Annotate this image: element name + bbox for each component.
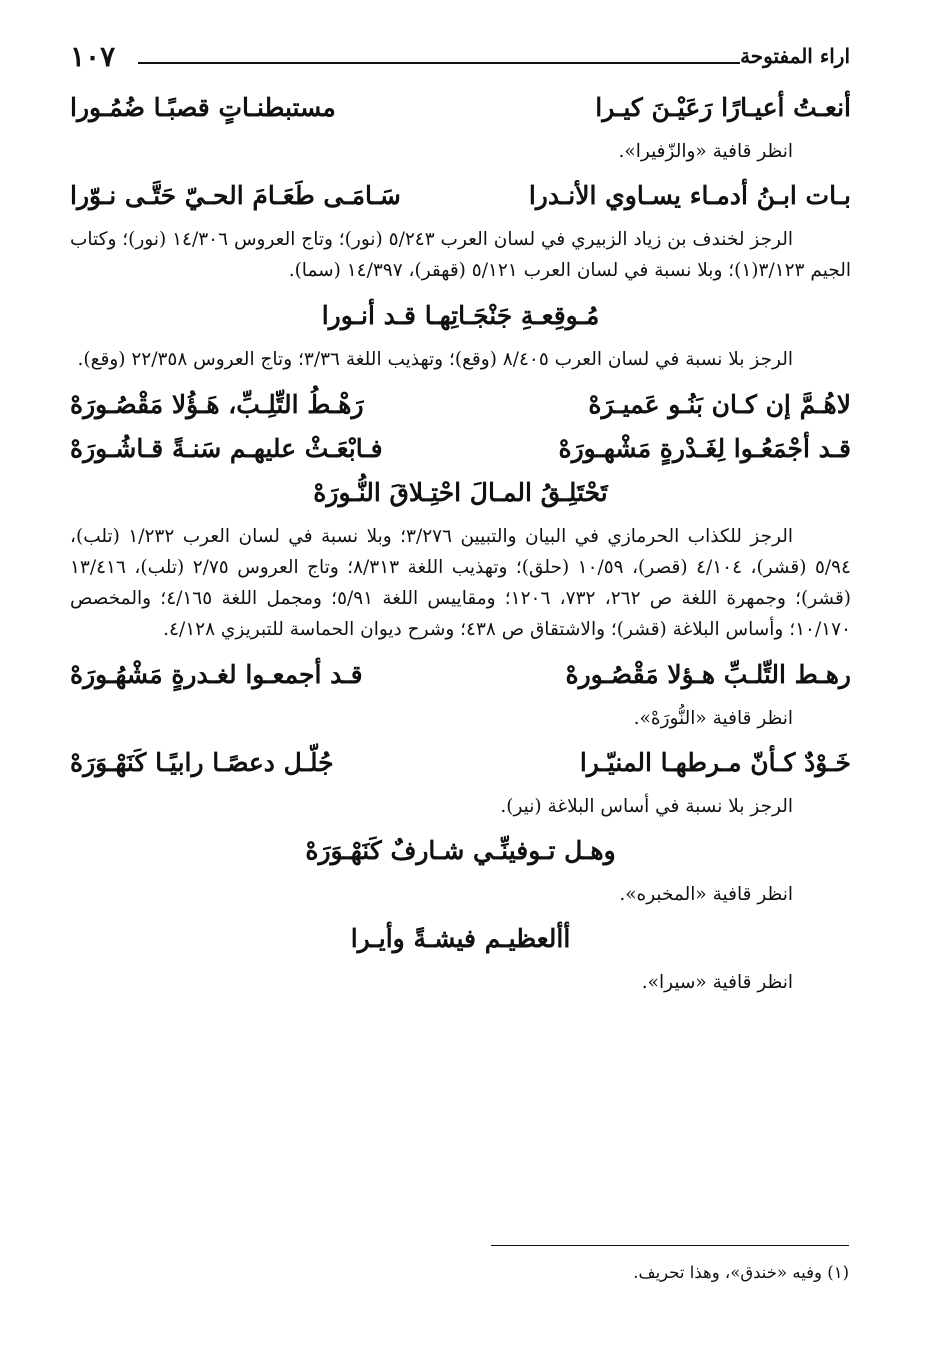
verse-line xyxy=(70,92,851,124)
single-hemistich: وهـل تـوفينِّـي شـارفٌ كَنَهْـوَرَهْ xyxy=(305,836,616,865)
first-hemistich: قـد أجْمَعُـوا لِغَـدْرةٍ مَشْهـورَهْ xyxy=(558,434,851,463)
cross-reference-note: انظر قافية «سيرا». xyxy=(641,972,793,993)
page-header xyxy=(70,38,850,78)
second-hemistich: رَهْـطُ التِّلِـبِّ، هَـؤُلا مَقْصُـورَهْ xyxy=(70,390,364,419)
page-number: ١٠٧ xyxy=(70,40,116,73)
second-hemistich: سَـامَـى طَعَـامَ الحـيّ حَتَّـى نـوّرا xyxy=(70,181,401,210)
cross-reference-note: انظر قافية «المخبره». xyxy=(619,884,793,905)
source-paragraph: الرجز للكذاب الحرمازي في البيان والتبيين ٣/٢٧٦؛ وبلا نسبة في لسان العرب ١/٢٣٢ (تلب)، ٥/٩٤ (قشر)، ٤/١٠٤ (قصر)، ١٠/٥٩ (حلق)؛ وتهذيب اللغة ٨/٣١٣؛ وتاج العروس ٢/٧٥ (تلب)، ١٣/٤١٦ (قشر)؛ وجمهرة اللغة ص ٢٦٢، ٧٣٢، ١٢٠٦؛ ومقاييس اللغة ٥/٩١؛ ومجمل اللغة ٤/١٦٥؛ والمخصص ١٠/١٧٠؛ وأساس البلاغة (قشر)؛ والاشتقاق ص ٤٣٨؛ وشرح ديوان الحماسة للتبريزي ٤/١٢٨. xyxy=(70,526,852,640)
source-paragraph: الرجز بلا نسبة في لسان العرب ٨/٤٠٥ (وقع)؛ وتهذيب اللغة ٣/٣٦؛ وتاج العروس ٢٢/٣٥٨ (وقع). xyxy=(77,349,793,370)
source-paragraph: الرجز لخندف بن زياد الزبيري في لسان العرب ٥/٢٤٣ (نور)؛ وتاج العروس ١٤/٣٠٦ (نور)؛ وكتاب الجيم ٣/١٢٣(١)؛ وبلا نسبة في لسان العرب ٥/١٢١ (قهقر)، ١٤/٣٩٧ (سما). xyxy=(70,229,851,281)
verse-line xyxy=(70,180,851,212)
verse-line xyxy=(70,389,851,421)
footnote-separator xyxy=(491,1245,849,1246)
source-note: الرجز بلا نسبة في أساس البلاغة (نير). xyxy=(500,796,793,817)
single-hemistich: أألعظيـم فيشـةً وأيـرا xyxy=(350,924,571,953)
first-hemistich: رهـط التِّلـبِّ هـؤلا مَقْصُـورهْ xyxy=(565,660,851,689)
verse-line xyxy=(70,659,851,691)
second-hemistich: قـد أجمعـوا لغـدرةٍ مَشْهُـورَهْ xyxy=(70,660,363,689)
second-hemistich: جُلّـل دعصًـا رابيًـا كَنَهْـوَرَهْ xyxy=(70,748,334,777)
page-content xyxy=(70,92,851,999)
single-hemistich: تَحْتَلِـقُ المـالَ احْتِـلاقَ النُّـورَهْ xyxy=(313,478,608,507)
cross-reference-note: انظر قافية «والزّفيرا». xyxy=(618,141,793,162)
first-hemistich: خَـوْدٌ كـأنّ مـرطهـا المنيّـرا xyxy=(579,748,851,777)
second-hemistich: فـابْعَـثْ عليهـم سَنـةً قـاشُـورَهْ xyxy=(70,434,383,463)
footnote: (١) وفيه «خندق»، وهذا تحريف. xyxy=(633,1263,849,1282)
verse-line xyxy=(70,300,851,332)
verse-line xyxy=(70,747,851,779)
verse-line xyxy=(70,433,851,465)
single-hemistich: مُـوقِعـةِ جَنْجَـاتِهـا قـد أنـورا xyxy=(321,301,600,330)
first-hemistich: لاهُـمَّ إن كـان بَنُـو عَميـرَهْ xyxy=(588,390,851,419)
verse-line xyxy=(70,477,851,509)
first-hemistich: أنعـتُ أعيـارًا رَعَيْـنَ كيـرا xyxy=(595,93,851,122)
first-hemistich: بـات ابـنُ أدمـاء يسـاوي الأنـدرا xyxy=(528,181,851,210)
verse-line xyxy=(70,835,851,867)
running-title: اراء المفتوحة xyxy=(740,44,850,68)
cross-reference-note: انظر قافية «النُّورَهْ». xyxy=(633,708,793,729)
verse-line xyxy=(70,923,851,955)
header-rule xyxy=(138,62,740,64)
second-hemistich: مستبطنـاتٍ قصبًـا ضُمُـورا xyxy=(70,93,336,122)
